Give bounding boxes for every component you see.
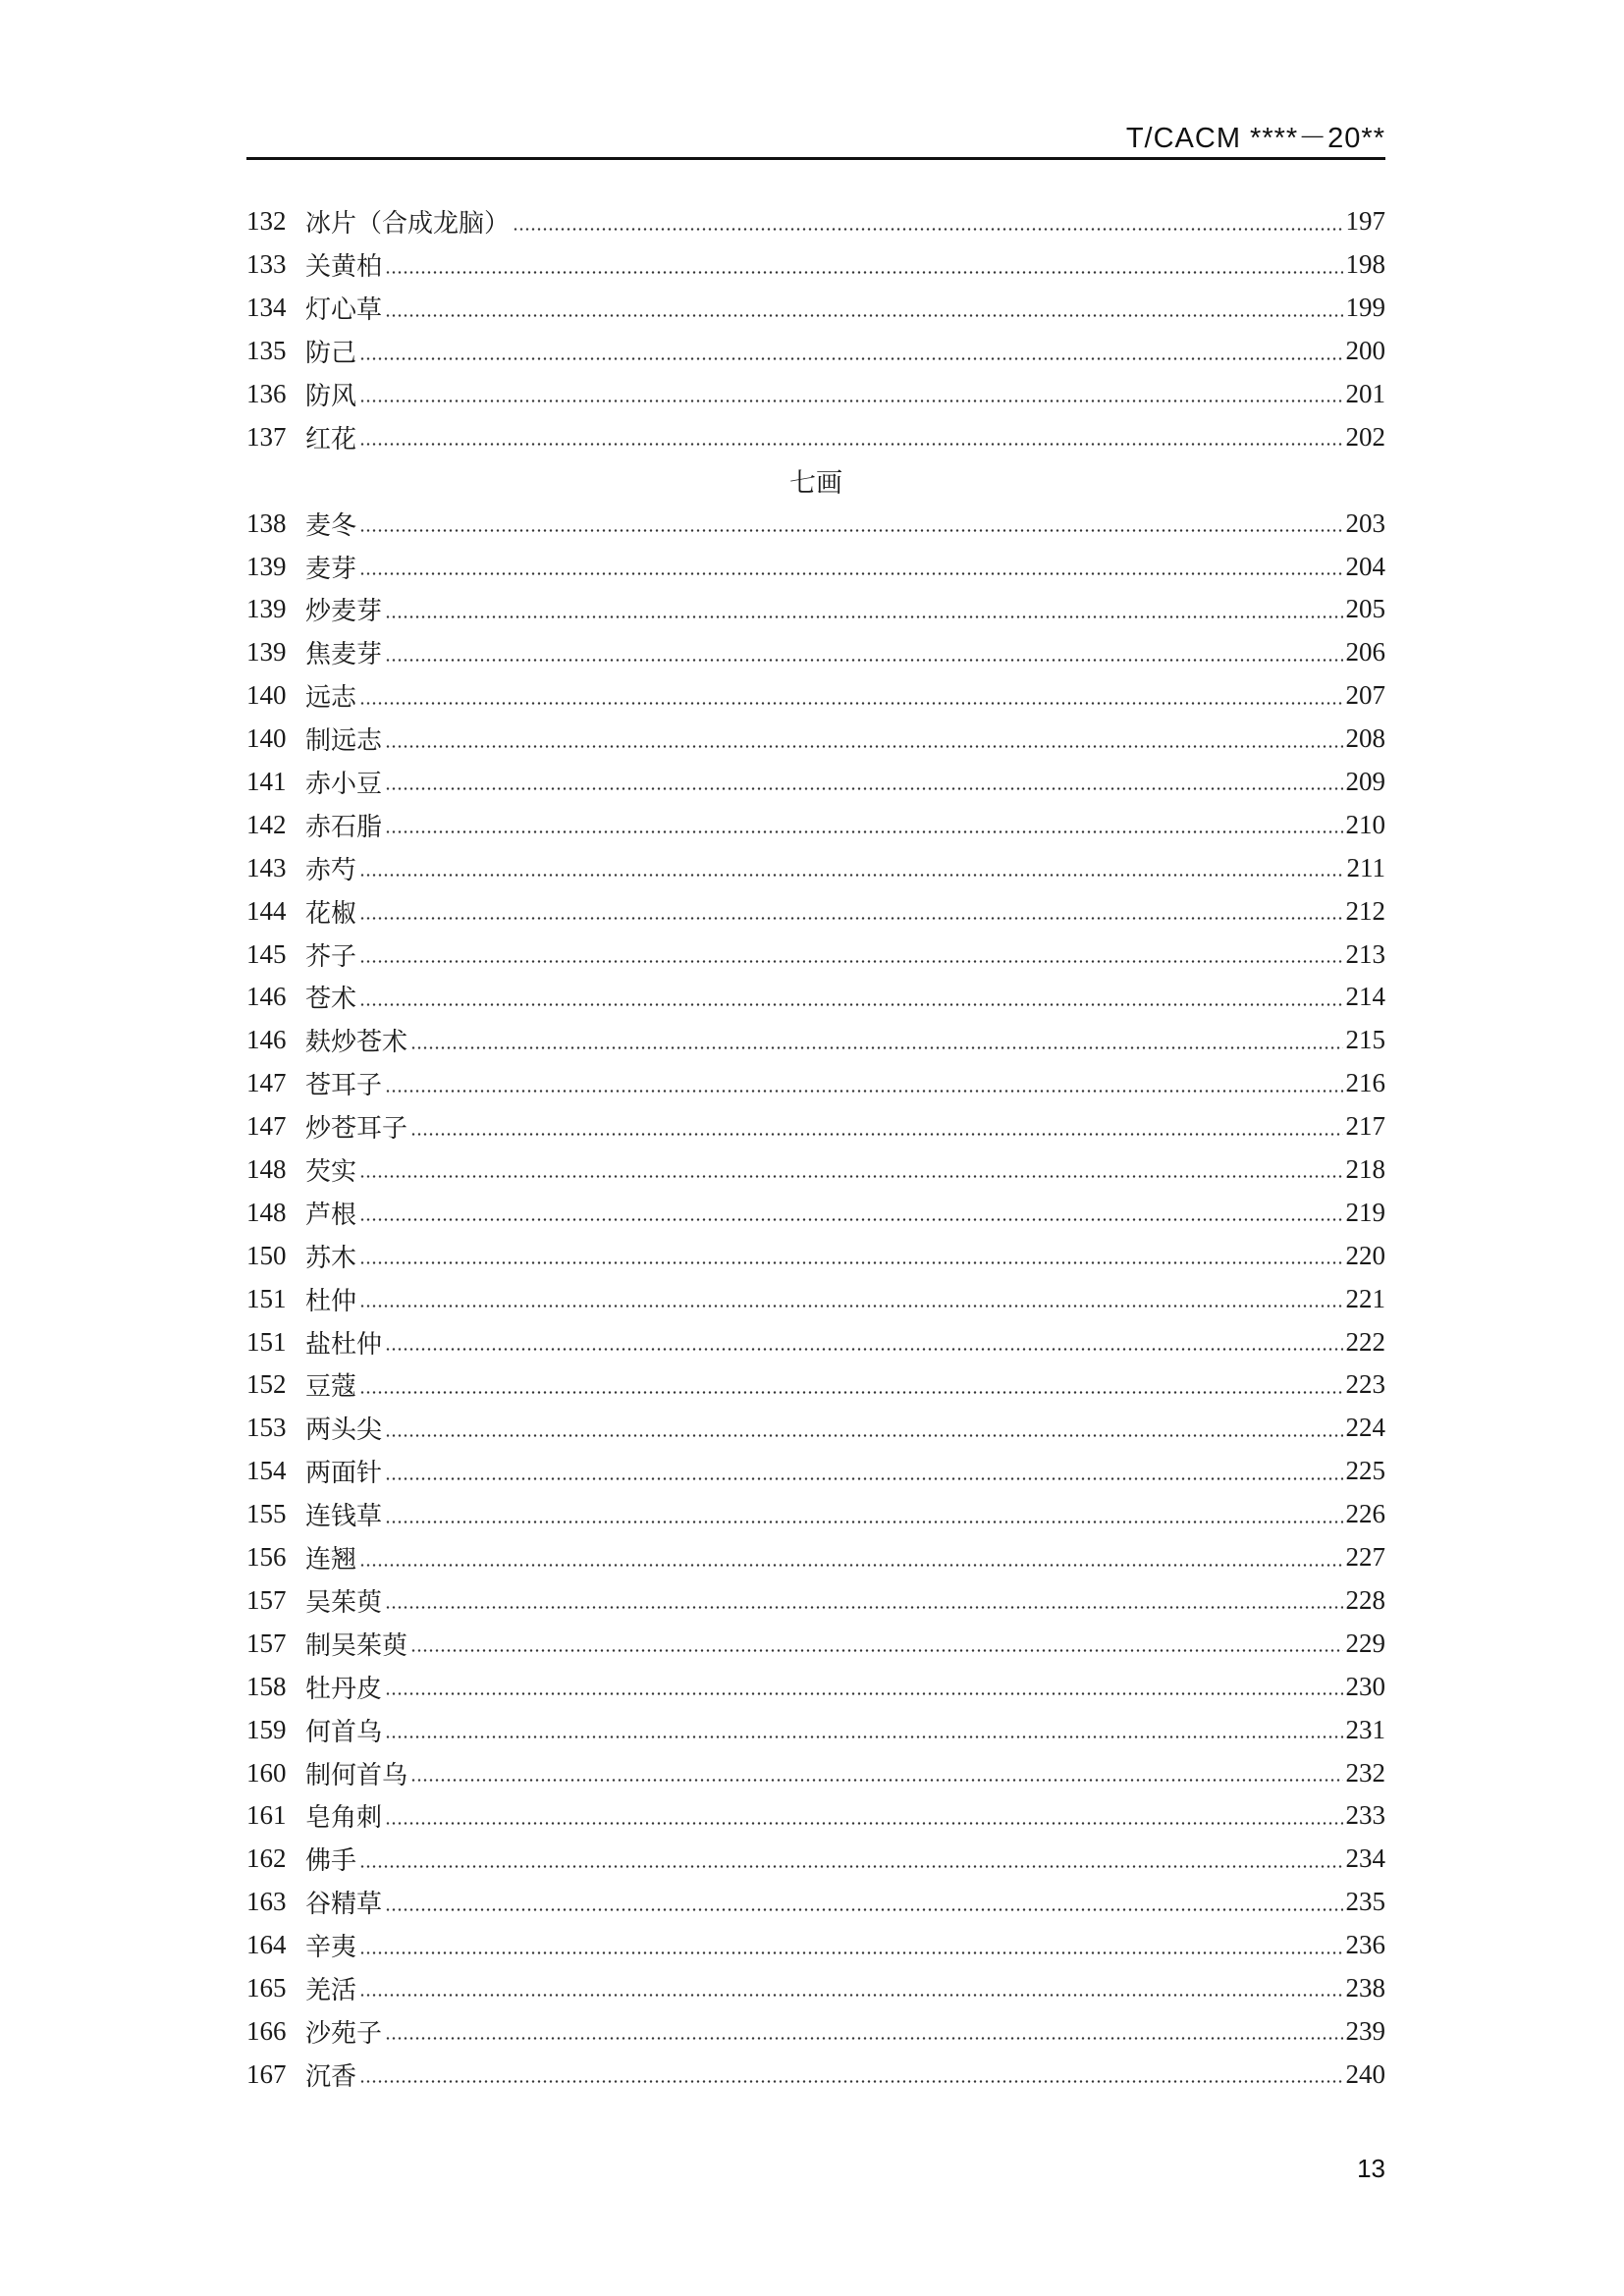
toc-entry-page: 234	[1345, 1843, 1385, 1874]
toc-entry-title: 佛手	[305, 1846, 357, 1877]
toc-dot-leader	[385, 1735, 1342, 1738]
toc-entry-title: 杜仲	[305, 1286, 357, 1316]
toc-entry-title: 赤小豆	[305, 770, 383, 800]
toc-dot-leader	[359, 357, 1342, 360]
toc-entry-number: 135	[246, 336, 287, 366]
toc-entry-page: 214	[1345, 982, 1385, 1012]
toc-entry[interactable]	[246, 933, 1385, 976]
toc-entry[interactable]	[246, 2009, 1385, 2053]
toc-entry-title: 沙苑子	[305, 2018, 383, 2049]
toc-entry-page: 213	[1345, 938, 1385, 969]
toc-entry[interactable]	[246, 2053, 1385, 2096]
page-number: 13	[1357, 2154, 1385, 2183]
toc-entry[interactable]	[246, 761, 1385, 804]
toc-entry-number: 156	[246, 1542, 287, 1573]
toc-entry-number: 148	[246, 1197, 287, 1227]
toc-entry-number: 163	[246, 1887, 287, 1917]
toc-entry[interactable]	[246, 1148, 1385, 1192]
toc-entry-page: 220	[1345, 1240, 1385, 1270]
toc-group-seven-strokes	[246, 502, 1385, 2096]
toc-entry-title: 远志	[305, 683, 357, 714]
toc-dot-leader	[410, 1649, 1342, 1652]
toc-entry[interactable]	[246, 1320, 1385, 1363]
toc-entry-page: 223	[1345, 1369, 1385, 1400]
toc-entry[interactable]	[246, 1924, 1385, 1967]
toc-entry-number: 134	[246, 293, 287, 323]
toc-entry-number: 136	[246, 379, 287, 408]
toc-entry-page: 212	[1345, 895, 1385, 926]
toc-dot-leader	[359, 1305, 1342, 1308]
toc-entry-page: 202	[1345, 421, 1385, 452]
toc-entry-number: 155	[246, 1499, 287, 1529]
toc-entry[interactable]	[246, 243, 1385, 287]
toc-entry-title: 赤芍	[305, 855, 357, 885]
toc-entry-page: 205	[1345, 594, 1385, 624]
toc-entry-number: 148	[246, 1154, 287, 1185]
toc-dot-leader	[359, 400, 1342, 402]
toc-dot-leader	[359, 2080, 1342, 2083]
toc-dot-leader	[385, 615, 1342, 618]
toc-entry[interactable]	[246, 631, 1385, 674]
toc-entry-number: 139	[246, 594, 287, 624]
toc-entry[interactable]	[246, 846, 1385, 889]
toc-entry-number: 154	[246, 1456, 287, 1486]
toc-dot-leader	[385, 1606, 1342, 1609]
toc-entry-title: 麦冬	[305, 510, 357, 541]
toc-entry-number: 150	[246, 1240, 287, 1270]
toc-dot-leader	[359, 443, 1342, 446]
toc-entry[interactable]	[246, 1062, 1385, 1105]
toc-dot-leader	[385, 1434, 1342, 1437]
toc-entry-page: 236	[1345, 1930, 1385, 1960]
toc-entry-title: 牡丹皮	[305, 1674, 383, 1704]
toc-dot-leader	[385, 314, 1342, 317]
toc-entry-title: 豆蔻	[305, 1372, 357, 1403]
toc-entry[interactable]	[246, 287, 1385, 330]
toc-entry-page: 206	[1345, 637, 1385, 667]
toc-entry-title: 苍术	[305, 985, 357, 1015]
toc-entry-page: 226	[1345, 1499, 1385, 1529]
toc-entry[interactable]	[246, 674, 1385, 718]
toc-entry-page: 203	[1345, 507, 1385, 538]
toc-entry-number: 153	[246, 1413, 287, 1443]
toc-entry-number: 157	[246, 1628, 287, 1658]
toc-dot-leader	[385, 1348, 1342, 1351]
toc-entry-number: 164	[246, 1930, 287, 1960]
toc-entry-title: 灯心草	[305, 295, 383, 326]
toc-entry-number: 133	[246, 249, 287, 280]
toc-entry-title: 苏木	[305, 1243, 357, 1273]
toc-entry-number: 144	[246, 895, 287, 926]
toc-dot-leader	[359, 702, 1342, 705]
toc-entry-number: 166	[246, 2015, 287, 2046]
toc-entry-page: 231	[1345, 1714, 1385, 1744]
toc-entry[interactable]	[246, 718, 1385, 761]
toc-entry-number: 138	[246, 507, 287, 538]
toc-entry-title: 炒麦芽	[305, 597, 383, 627]
toc-entry-number: 137	[246, 421, 287, 452]
toc-dot-leader	[359, 1175, 1342, 1178]
toc-entry[interactable]	[246, 1105, 1385, 1148]
toc-entry-title: 制远志	[305, 726, 383, 757]
toc-entry-page: 221	[1345, 1283, 1385, 1313]
toc-entry-number: 165	[246, 1972, 287, 2002]
toc-entry-title: 赤石脂	[305, 812, 383, 842]
toc-entry-page: 216	[1345, 1068, 1385, 1098]
toc-entry-page: 228	[1345, 1584, 1385, 1615]
toc-entry-number: 158	[246, 1671, 287, 1701]
toc-dot-leader	[359, 1003, 1342, 1006]
toc-entry-page: 199	[1345, 293, 1385, 323]
toc-entry-number: 162	[246, 1843, 287, 1874]
toc-entry-number: 132	[246, 206, 287, 237]
toc-dot-leader	[359, 1564, 1342, 1567]
toc-entry-number: 140	[246, 723, 287, 754]
toc-dot-leader	[385, 1692, 1342, 1695]
toc-dot-leader	[385, 1908, 1342, 1911]
toc-entry-page: 227	[1345, 1542, 1385, 1573]
toc-entry-number: 142	[246, 809, 287, 839]
section-heading: 七画	[789, 467, 842, 499]
toc-entry-page: 197	[1345, 206, 1385, 237]
toc-entry-title: 关黄柏	[305, 252, 383, 283]
toc-entry[interactable]	[246, 1622, 1385, 1665]
toc-entry[interactable]	[246, 415, 1385, 458]
toc-entry-title: 连翘	[305, 1545, 357, 1575]
toc-entry-page: 201	[1345, 379, 1385, 408]
toc-entry-number: 145	[246, 938, 287, 969]
toc-entry-number: 143	[246, 852, 287, 882]
toc-entry-title: 防风	[305, 382, 357, 411]
toc-entry-number: 151	[246, 1326, 287, 1357]
toc-entry-title: 麸炒苍术	[305, 1028, 408, 1058]
toc-entry-number: 159	[246, 1714, 287, 1744]
toc-entry-number: 160	[246, 1757, 287, 1788]
toc-entry-number: 151	[246, 1283, 287, 1313]
toc-entry-number: 146	[246, 982, 287, 1012]
toc-entry[interactable]	[246, 502, 1385, 545]
toc-entry-page: 229	[1345, 1628, 1385, 1658]
toc-entry-title: 盐杜仲	[305, 1329, 383, 1360]
toc-entry-title: 苍耳子	[305, 1071, 383, 1101]
toc-entry-number: 152	[246, 1369, 287, 1400]
toc-entry-title: 芡实	[305, 1157, 357, 1188]
toc-entry-page: 217	[1345, 1111, 1385, 1142]
toc-dot-leader	[410, 1133, 1342, 1136]
toc-entry-page: 232	[1345, 1757, 1385, 1788]
toc-dot-leader	[385, 830, 1342, 833]
document-code: T/CACM ****－20**	[1125, 123, 1385, 154]
toc-dot-leader	[359, 529, 1342, 532]
toc-entry-page: 224	[1345, 1413, 1385, 1443]
toc-entry-number: 167	[246, 2058, 287, 2089]
toc-entry[interactable]	[246, 1363, 1385, 1407]
toc-entry-number: 147	[246, 1068, 287, 1098]
toc-dot-leader	[359, 874, 1343, 877]
toc-entry[interactable]	[246, 1493, 1385, 1536]
toc-entry-title: 何首乌	[305, 1717, 383, 1747]
toc-dot-leader	[359, 1865, 1342, 1868]
toc-entry-page: 238	[1345, 1972, 1385, 2002]
toc-dot-leader	[385, 1090, 1342, 1093]
toc-entry[interactable]	[246, 1967, 1385, 2010]
toc-dot-leader	[359, 1951, 1342, 1954]
toc-entry-page: 230	[1345, 1671, 1385, 1701]
toc-entry-page: 200	[1345, 336, 1385, 366]
toc-entry-page: 211	[1346, 852, 1385, 882]
toc-entry-title: 麦芽	[305, 554, 357, 584]
toc-entry[interactable]	[246, 803, 1385, 846]
toc-entry-page: 198	[1345, 249, 1385, 280]
toc-dot-leader	[410, 1046, 1342, 1049]
toc-entry-title: 焦麦芽	[305, 640, 383, 670]
toc-entry-number: 139	[246, 637, 287, 667]
toc-dot-leader	[359, 960, 1342, 963]
toc-entry-title: 芦根	[305, 1200, 357, 1230]
toc-dot-leader	[359, 917, 1342, 920]
toc-entry-title: 冰片（合成龙脑）	[305, 209, 511, 240]
toc-entry[interactable]	[246, 1191, 1385, 1234]
toc-entry[interactable]	[246, 1019, 1385, 1062]
toc-entry-page: 204	[1345, 551, 1385, 581]
toc-entry-page: 233	[1345, 1800, 1385, 1831]
toc-entry-title: 制何首乌	[305, 1760, 408, 1790]
toc-entry-title: 辛夷	[305, 1933, 357, 1963]
toc-entry[interactable]	[246, 1579, 1385, 1623]
toc-entry[interactable]	[246, 1450, 1385, 1493]
toc-entry-page: 210	[1345, 809, 1385, 839]
toc-group-six-strokes	[246, 200, 1385, 458]
toc-entry-title: 两面针	[305, 1459, 383, 1489]
toc-entry[interactable]	[246, 588, 1385, 631]
toc-entry-page: 240	[1345, 2058, 1385, 2089]
toc-dot-leader	[385, 2037, 1342, 2040]
toc-entry[interactable]	[246, 889, 1385, 933]
toc-entry[interactable]	[246, 1794, 1385, 1838]
toc-dot-leader	[385, 659, 1342, 662]
toc-entry[interactable]	[246, 1838, 1385, 1881]
toc-entry[interactable]	[246, 1277, 1385, 1320]
toc-entry-title: 沉香	[305, 2061, 357, 2092]
toc-entry[interactable]	[246, 1407, 1385, 1450]
toc-entry-title: 炒苍耳子	[305, 1114, 408, 1145]
toc-entry[interactable]	[246, 545, 1385, 588]
toc-entry-title: 两头尖	[305, 1415, 383, 1446]
toc-entry-page: 239	[1345, 2015, 1385, 2046]
toc-entry-title: 吴茱萸	[305, 1587, 383, 1618]
toc-dot-leader	[359, 1391, 1342, 1394]
page-header	[246, 116, 1385, 160]
toc-entry[interactable]	[246, 200, 1385, 243]
toc-entry[interactable]	[246, 976, 1385, 1019]
table-of-contents	[246, 200, 1385, 2096]
toc-entry-page: 225	[1345, 1456, 1385, 1486]
toc-entry[interactable]	[246, 1881, 1385, 1924]
toc-entry-title: 谷精草	[305, 1890, 383, 1920]
toc-entry[interactable]	[246, 1536, 1385, 1579]
toc-entry-title: 花椒	[305, 898, 357, 929]
toc-entry-title: 制吴茱萸	[305, 1630, 408, 1661]
toc-entry[interactable]	[246, 1708, 1385, 1751]
toc-entry[interactable]	[246, 330, 1385, 373]
toc-entry-page: 235	[1345, 1887, 1385, 1917]
toc-entry-title: 连钱草	[305, 1502, 383, 1532]
toc-dot-leader	[385, 271, 1342, 274]
toc-entry-page: 207	[1345, 680, 1385, 711]
toc-entry-page: 209	[1345, 767, 1385, 797]
toc-entry-number: 157	[246, 1584, 287, 1615]
toc-entry-number: 161	[246, 1800, 287, 1831]
toc-entry-number: 141	[246, 767, 287, 797]
toc-dot-leader	[385, 1477, 1342, 1480]
toc-entry-title: 羌活	[305, 1975, 357, 2005]
toc-entry[interactable]	[246, 1234, 1385, 1277]
toc-dot-leader	[359, 1261, 1342, 1264]
toc-dot-leader	[513, 228, 1342, 231]
toc-entry[interactable]	[246, 373, 1385, 416]
toc-dot-leader	[385, 1822, 1342, 1825]
toc-entry-number: 147	[246, 1111, 287, 1142]
toc-entry-number: 146	[246, 1025, 287, 1055]
toc-entry-page: 222	[1345, 1326, 1385, 1357]
toc-entry-page: 215	[1345, 1025, 1385, 1055]
toc-dot-leader	[359, 1994, 1342, 1997]
toc-entry[interactable]	[246, 1665, 1385, 1708]
toc-entry-page: 218	[1345, 1154, 1385, 1185]
toc-entry-title: 红花	[305, 424, 357, 454]
toc-entry-title: 芥子	[305, 941, 357, 972]
toc-dot-leader	[385, 745, 1342, 748]
toc-entry[interactable]	[246, 1751, 1385, 1794]
toc-entry-title: 皂角刺	[305, 1803, 383, 1834]
toc-entry-title: 防己	[305, 339, 357, 369]
toc-dot-leader	[385, 787, 1342, 790]
toc-entry-number: 140	[246, 680, 287, 711]
toc-dot-leader	[359, 1218, 1342, 1221]
toc-dot-leader	[359, 572, 1342, 575]
toc-entry-page: 219	[1345, 1197, 1385, 1227]
toc-entry-page: 208	[1345, 723, 1385, 754]
toc-entry-number: 139	[246, 551, 287, 581]
toc-dot-leader	[410, 1779, 1342, 1782]
toc-dot-leader	[385, 1521, 1342, 1523]
